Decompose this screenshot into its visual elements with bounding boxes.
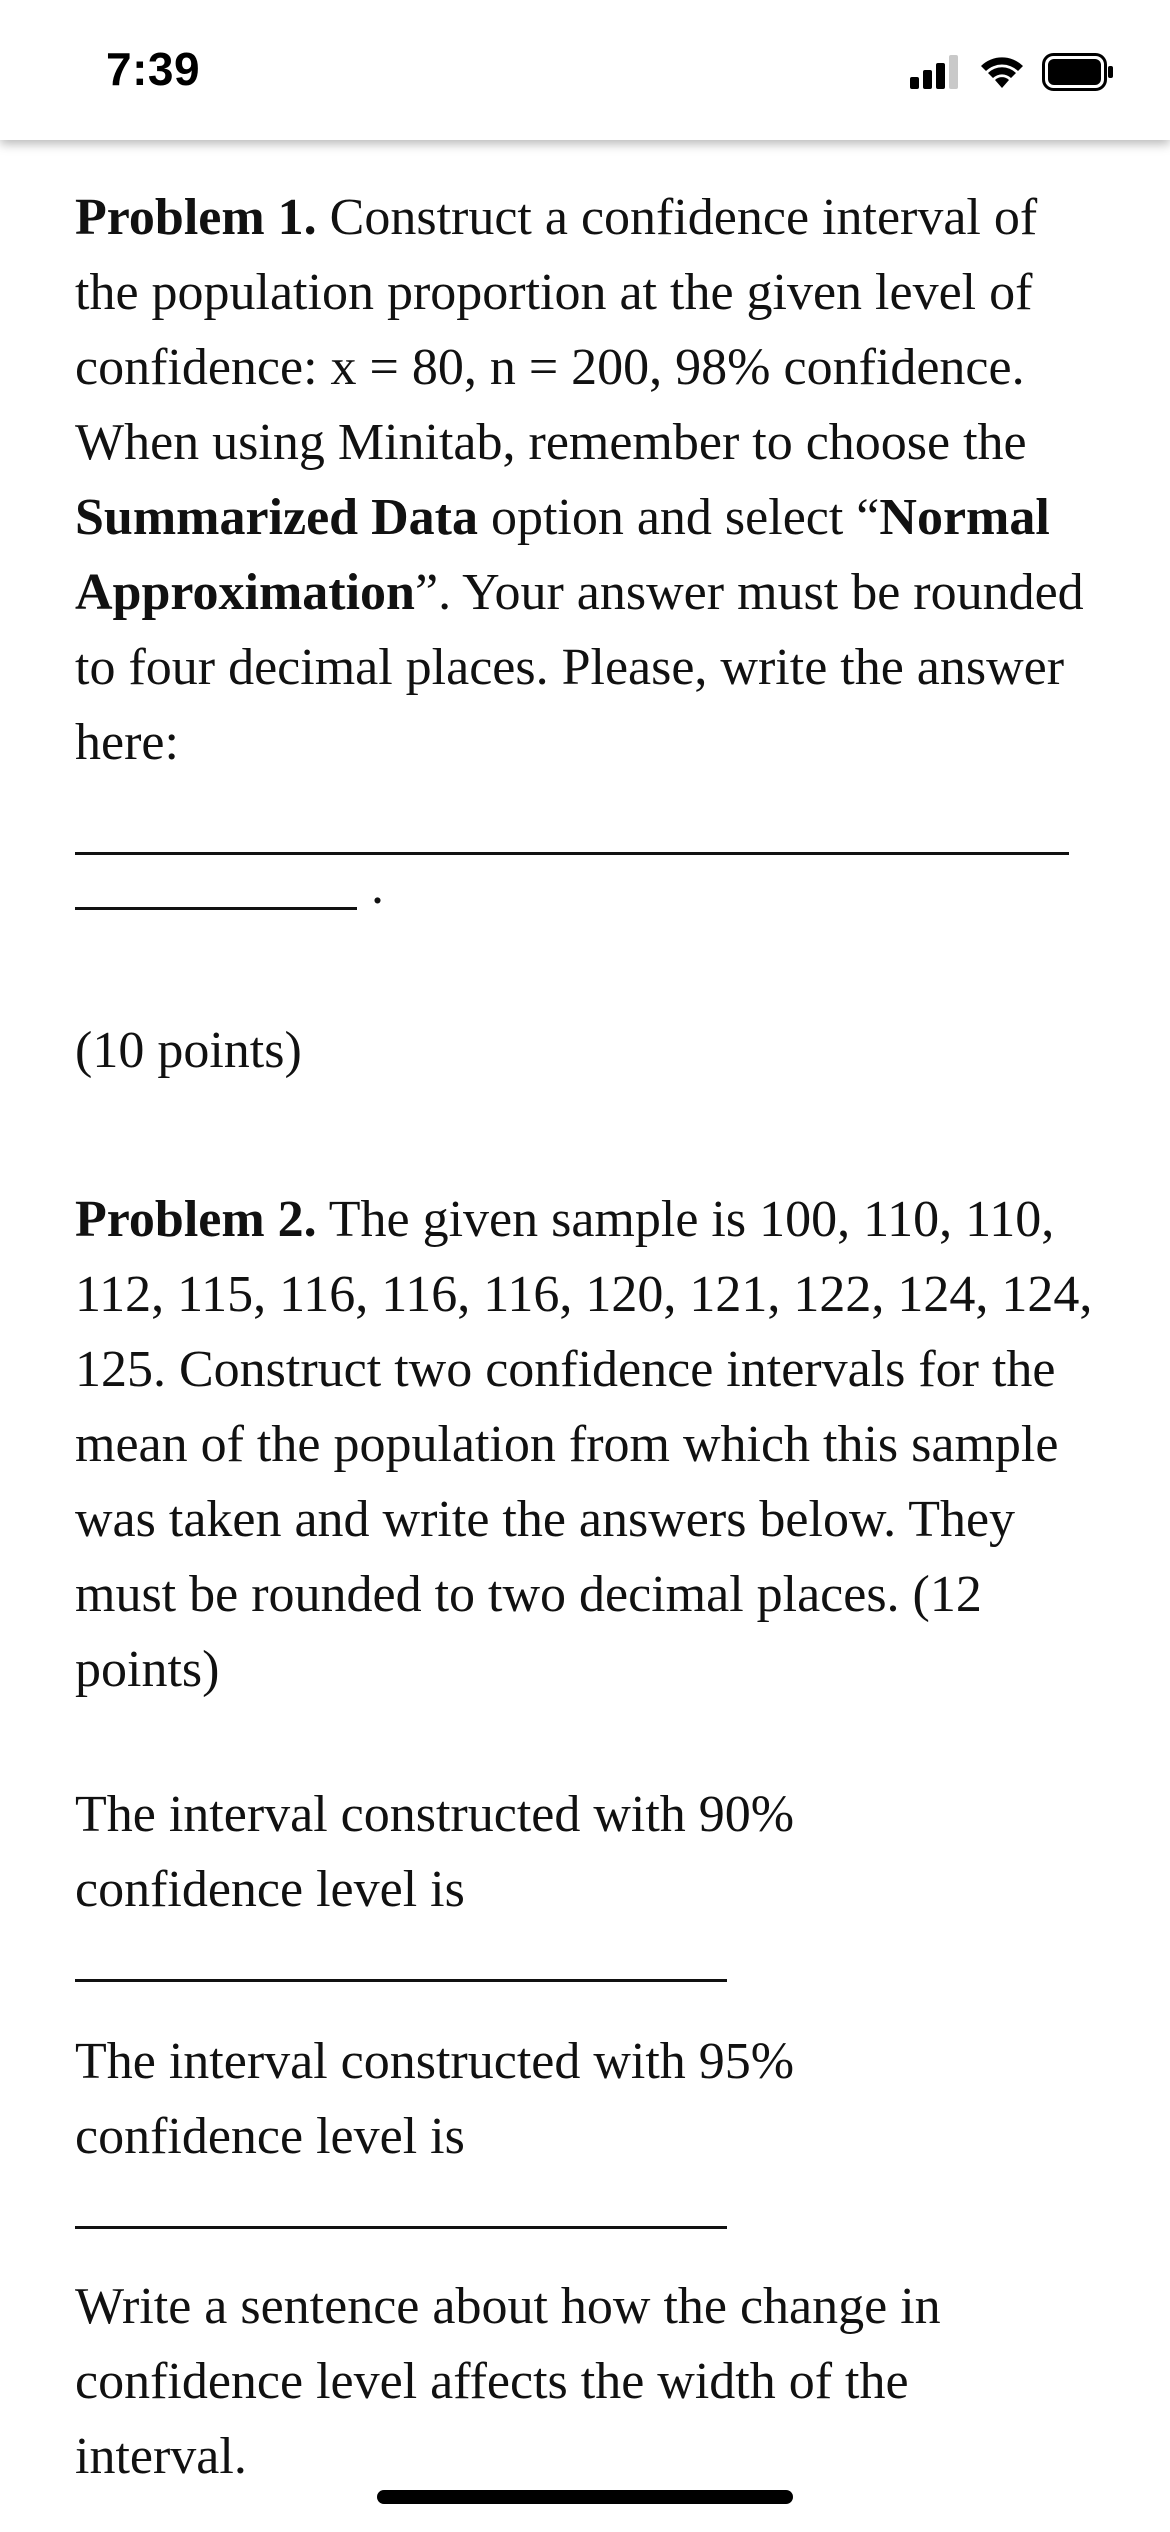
problem-2-text: Problem 2. The given sample is 100, 110, 110, 112, 115, 116, 116, 116, 120, 121, 122, 124, 124, 125. Construct two confidence intervals for the mean of the population from which this sample was taken and write the answers below. They must be rounded to two decimal places. (12 points) xyxy=(75,1191,1093,1698)
problem-1-points: (10 points) xyxy=(75,1022,302,1079)
summarized-data-term: Summarized Data xyxy=(75,489,478,546)
document-body xyxy=(75,180,1105,2494)
answer-line-problem-1 xyxy=(75,800,1069,855)
interval-95-prompt: The interval constructed with 95% confidence level is xyxy=(75,2033,795,2165)
answer-line-95 xyxy=(75,2174,727,2229)
problem-1-heading: Problem 1. xyxy=(75,189,317,246)
wifi-icon xyxy=(978,54,1026,90)
status-bar xyxy=(0,0,1170,140)
home-indicator[interactable] xyxy=(377,2490,793,2504)
cellular-signal-icon xyxy=(910,55,962,89)
answer-line-problem-1-continued xyxy=(75,855,1105,933)
status-time: 7:39 xyxy=(106,43,201,95)
battery-icon xyxy=(1042,53,1114,91)
interval-90-prompt: The interval constructed with 90% confidence level is xyxy=(75,1786,795,1918)
sentence-prompt: Write a sentence about how the change in confidence level affects the width of the interval. xyxy=(75,2278,941,2485)
problem-2-heading: Problem 2. xyxy=(75,1191,317,1248)
problem-1-text: Problem 1. Construct a confidence interval of the population proportion at the given level of confidence: x = 80, n = 200, 98% confidence. When using Minitab, remember to choose the Summarized Data option and select “Normal Approximation”. Your answer must be rounded to four decimal places. Please, write the answer here: xyxy=(75,189,1084,771)
normal-approximation-term: Normal Approximation xyxy=(75,489,1050,621)
answer-line-period: . xyxy=(371,858,384,915)
answer-line-90 xyxy=(75,1927,727,1982)
status-icons xyxy=(910,52,1114,92)
